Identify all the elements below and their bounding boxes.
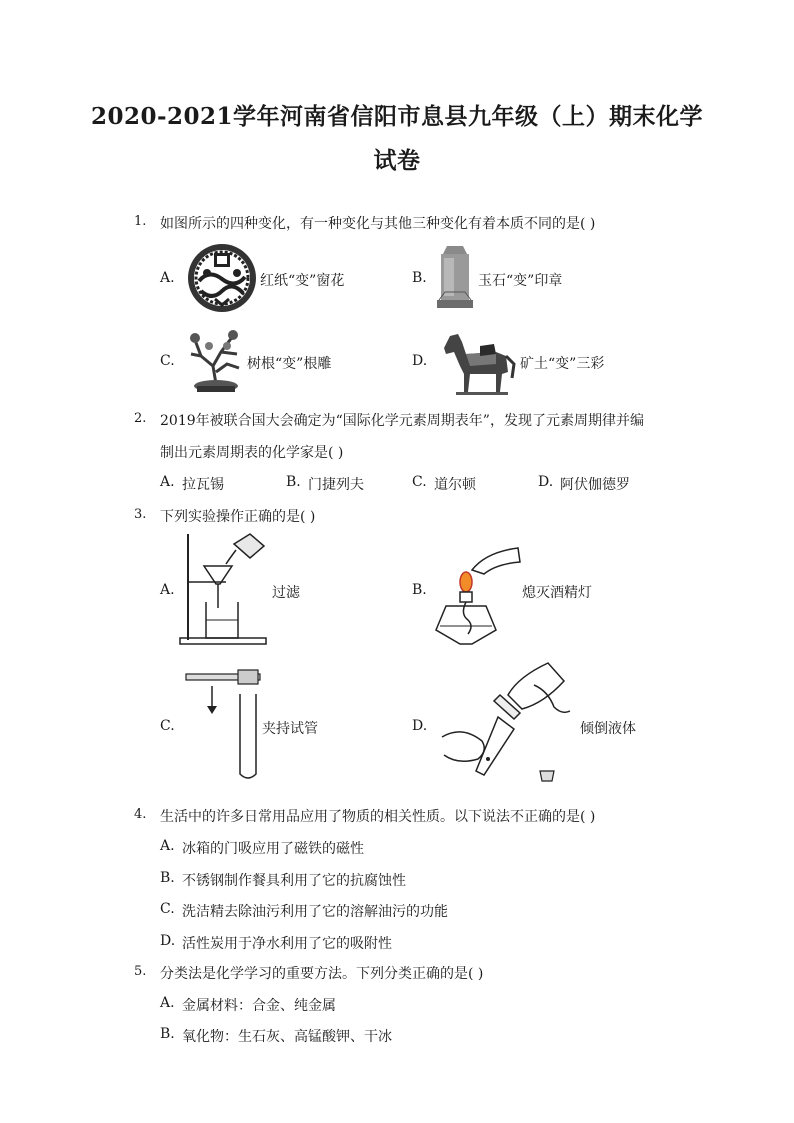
option-text-b: 门捷列夫 (308, 477, 364, 493)
option-letter-c: C. (412, 474, 427, 490)
option-text-d: 活性炭用于净水利用了它的吸附性 (182, 936, 392, 952)
question-stem-line1: 2019年被联合国大会确定为“国际化学元素周期表年”，发现了元素周期律并编 (160, 413, 644, 429)
option-letter-b: B. (160, 1026, 175, 1042)
option-letter-b: B. (412, 270, 427, 286)
option-text-b: 氧化物：生石灰、高锰酸钾、干冰 (182, 1029, 392, 1045)
pouring-liquid-icon (438, 655, 574, 790)
question-stem: 如图所示的四种变化，有一种变化与其他三种变化有着本质不同的是( ) (160, 216, 596, 232)
option-letter-a: A. (160, 270, 175, 286)
question-stem: 生活中的许多日常用品应用了物质的相关性质。以下说法不正确的是( ) (160, 809, 596, 825)
root-carving-icon (187, 326, 245, 394)
option-text-c: 洗洁精去除油污利用了它的溶解油污的功能 (182, 904, 448, 920)
question-stem: 下列实验操作正确的是( ) (160, 509, 316, 525)
question-number: 4. (134, 807, 147, 822)
option-text-c: 树根“变”根雕 (247, 356, 332, 372)
paper-cut-icon (187, 243, 257, 313)
question-number: 1. (134, 214, 147, 229)
option-text-a: 红纸“变”窗花 (260, 273, 345, 289)
question-number: 5. (134, 964, 147, 979)
option-letter-a: A. (160, 838, 175, 854)
page-title-line2: 试卷 (373, 147, 421, 174)
option-text-a: 拉瓦锡 (182, 477, 224, 493)
test-tube-holder-icon (184, 668, 264, 784)
option-text-a: 冰箱的门吸应用了磁铁的磁性 (182, 841, 364, 857)
option-letter-a: A. (160, 582, 175, 598)
tricolor-horse-icon (436, 330, 518, 396)
option-text-b: 熄灭酒精灯 (522, 585, 592, 601)
option-text-d: 倾倒液体 (580, 721, 636, 737)
option-letter-c: C. (160, 718, 175, 734)
question-number: 2. (134, 411, 147, 426)
option-text-a: 金属材料：合金、纯金属 (182, 998, 336, 1014)
option-letter-a: A. (160, 474, 175, 490)
option-letter-c: C. (160, 353, 175, 369)
option-text-d: 阿伏伽德罗 (560, 477, 630, 493)
option-text-c: 道尔顿 (434, 477, 476, 493)
option-letter-d: D. (160, 933, 176, 949)
option-letter-b: B. (160, 870, 175, 886)
option-letter-c: C. (160, 901, 175, 917)
jade-seal-icon (435, 240, 475, 312)
option-letter-a: A. (160, 995, 175, 1011)
option-text-b: 玉石“变”印章 (478, 273, 563, 289)
option-letter-b: B. (412, 582, 427, 598)
option-letter-d: D. (538, 474, 554, 490)
filtration-apparatus-icon (178, 528, 270, 648)
option-text-a: 过滤 (272, 585, 300, 601)
option-text-b: 不锈钢制作餐具利用了它的抗腐蚀性 (182, 873, 406, 889)
option-text-c: 夹持试管 (262, 721, 318, 737)
question-stem-line2: 制出元素周期表的化学家是( ) (160, 445, 344, 461)
question-number: 3. (134, 507, 147, 522)
option-letter-d: D. (412, 718, 428, 734)
alcohol-lamp-icon (432, 540, 524, 650)
page-title-line1: 2020-2021学年河南省信阳市息县九年级（上）期末化学 (90, 103, 704, 130)
option-text-d: 矿土“变”三彩 (520, 356, 605, 372)
option-letter-b: B. (286, 474, 301, 490)
question-stem: 分类法是化学学习的重要方法。下列分类正确的是( ) (160, 966, 484, 982)
option-letter-d: D. (412, 353, 428, 369)
